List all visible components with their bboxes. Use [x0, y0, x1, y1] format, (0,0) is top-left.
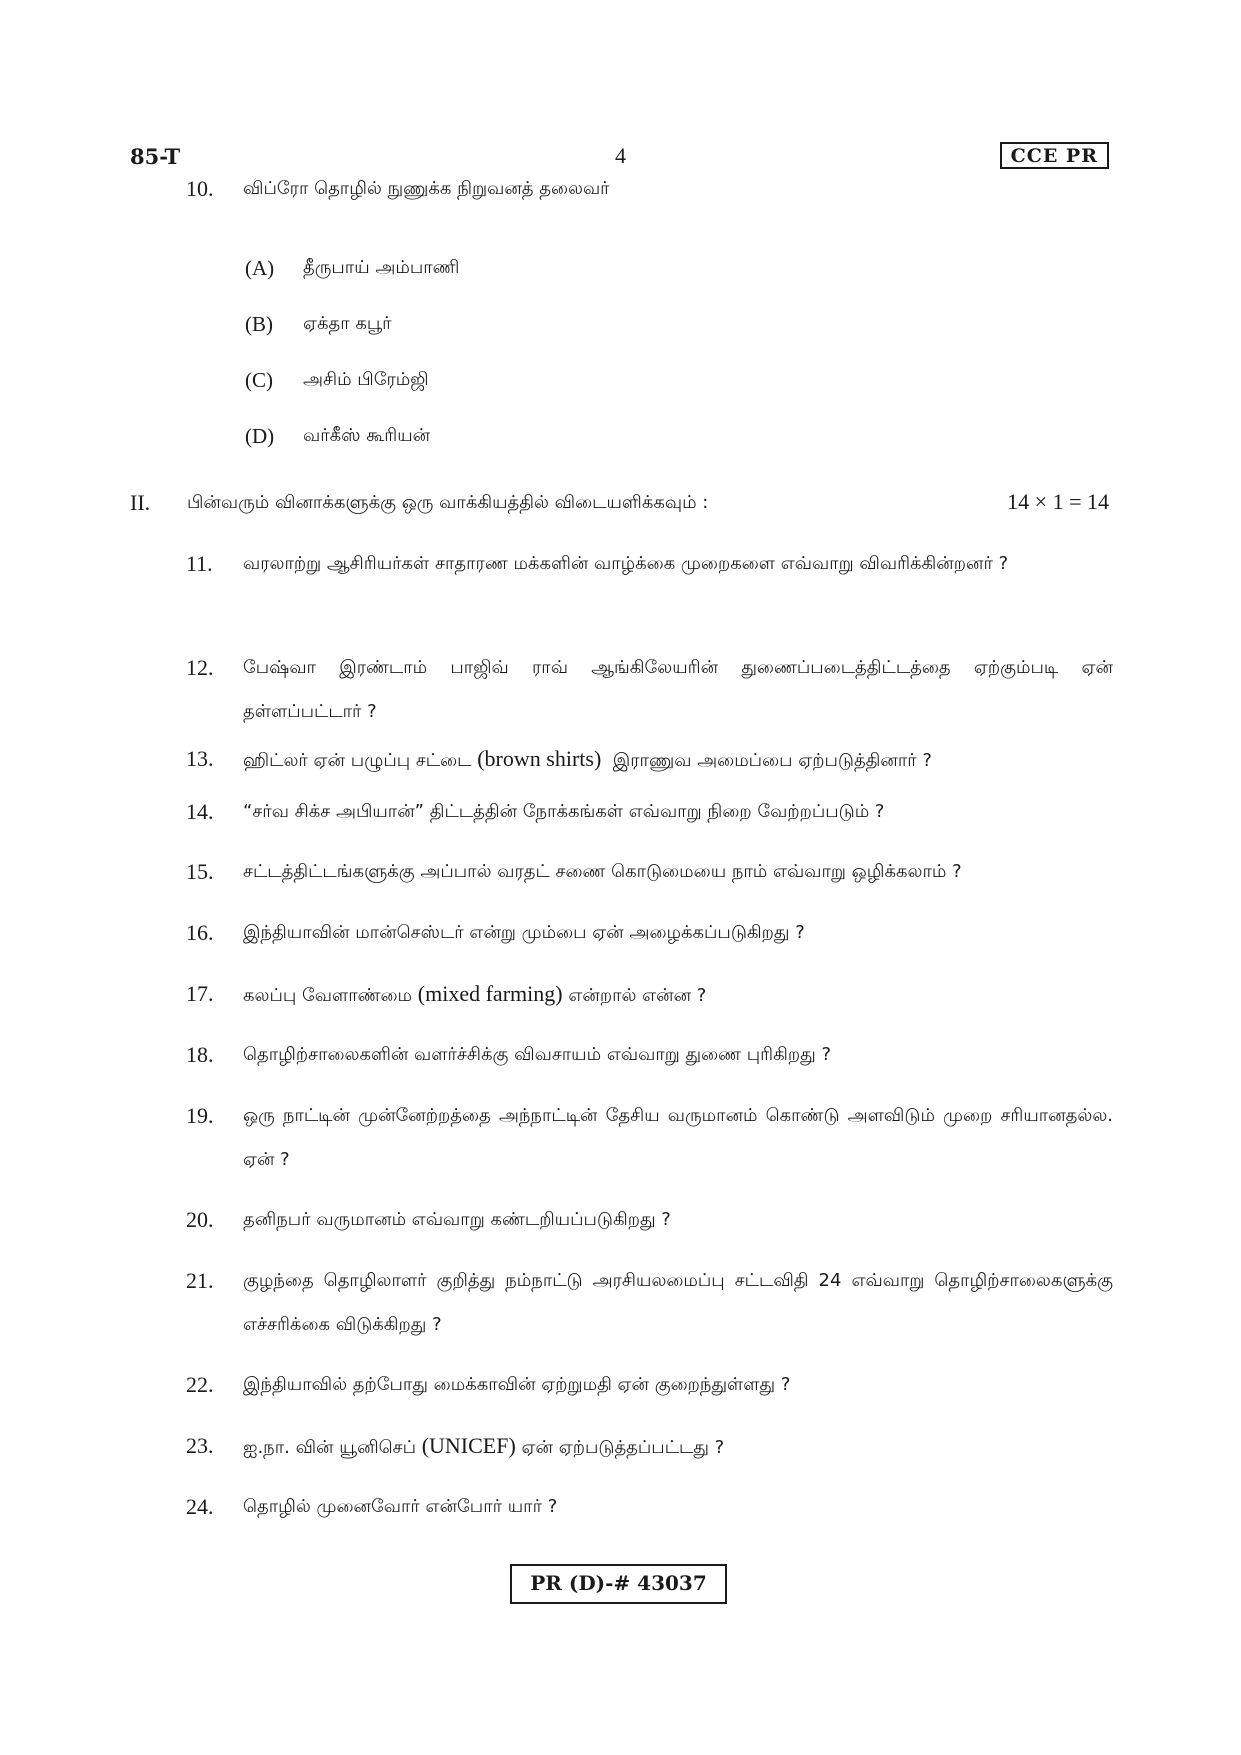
page-number: 4 — [615, 143, 626, 168]
question-number: 15. — [186, 859, 214, 884]
question-number: 16. — [186, 920, 214, 945]
question-number: 13. — [186, 746, 214, 771]
paper-code: 85-T — [130, 144, 181, 169]
option-text: ஏக்தா கபூர் — [303, 313, 392, 334]
option-text: தீருபாய் அம்பாணி — [303, 257, 460, 278]
question-number: 12. — [186, 655, 214, 680]
option-text: வர்கீஸ் கூரியன் — [303, 425, 431, 446]
question-text: ஒரு நாட்டின் முன்னேற்றத்தை அந்நாட்டின் தேசிய வருமானம் கொண்டு அளவிடும் முறை சரியானதல்ல. ஏன் ? — [243, 1105, 1113, 1170]
question-text: தொழிற்சாலைகளின் வளர்ச்சிக்கு விவசாயம் எவ்வாறு துணை புரிகிறது ? — [243, 1044, 831, 1065]
section-number: II. — [130, 490, 151, 515]
question-number: 22. — [186, 1372, 214, 1397]
question-number: 11. — [186, 551, 213, 576]
question-text: வரலாற்று ஆசிரியர்கள் சாதாரண மக்களின் வாழ்க்கை முறைகளை எவ்வாறு விவரிக்கின்றனர் ? — [243, 553, 1009, 574]
question-number: 14. — [186, 799, 214, 824]
footer-code: PR (D)-# 43037 — [510, 1564, 727, 1604]
cce-pr-label: CCE PR — [1000, 142, 1109, 169]
question-number: 21. — [186, 1268, 214, 1293]
question-number: 17. — [186, 981, 214, 1006]
option-label: (C) — [245, 368, 273, 392]
question-text: ஐ.நா. வின் யூனிசெப் (UNICEF) ஏன் ஏற்படுத்தப்பட்டது ? — [243, 1433, 725, 1458]
section-marks: 14 × 1 = 14 — [1007, 489, 1109, 514]
question-text: கலப்பு வேளாண்மை (mixed farming) என்றால் என்ன ? — [243, 981, 707, 1006]
question-text: சட்டத்திட்டங்களுக்கு அப்பால் வரதட் சணை கொடுமையை நாம் எவ்வாறு ஒழிக்கலாம் ? — [243, 861, 962, 882]
question-text: குழந்தை தொழிலாளர் குறித்து நம்நாட்டு அரசியலமைப்பு சட்டவிதி 24 எவ்வாறு தொழிற்சாலைகளுக்கு எச்சரிக்கை விடுக்கிறது ? — [243, 1270, 1113, 1335]
question-number: 23. — [186, 1433, 214, 1458]
option-label: (D) — [245, 424, 275, 448]
question-text: தொழில் முனைவோர் என்போர் யார் ? — [243, 1496, 558, 1517]
question-text: “சர்வ சிக்ச அபியான்” திட்டத்தின் நோக்கங்கள் எவ்வாறு நிறை வேற்றப்படும் ? — [243, 801, 885, 822]
question-text: பேஷ்வா இரண்டாம் பாஜிவ் ராவ் ஆங்கிலேயரின் துணைப்படைத்திட்டத்தை ஏற்கும்படி ஏன் தள்ளப்பட்டார் ? — [243, 657, 1113, 722]
question-number: 24. — [186, 1494, 214, 1519]
question-number: 18. — [186, 1042, 214, 1067]
question-number: 10. — [186, 176, 214, 201]
question-text: இந்தியாவின் மான்செஸ்டர் என்று மும்பை ஏன் அழைக்கப்படுகிறது ? — [243, 922, 805, 943]
question-text: இந்தியாவில் தற்போது மைக்காவின் ஏற்றுமதி ஏன் குறைந்துள்ளது ? — [243, 1374, 791, 1395]
question-number: 19. — [186, 1103, 214, 1128]
question-text: தனிநபர் வருமானம் எவ்வாறு கண்டறியப்படுகிறது ? — [243, 1209, 671, 1230]
question-text: ஹிட்லர் ஏன் பழுப்பு சட்டை (brown shirts) இராணுவ அமைப்பை ஏற்படுத்தினார் ? — [243, 746, 932, 771]
option-text: அசிம் பிரேம்ஜி — [303, 369, 429, 390]
option-label: (B) — [245, 312, 273, 336]
section-instruction: பின்வரும் வினாக்களுக்கு ஒரு வாக்கியத்தில் விடையளிக்கவும் : — [187, 492, 709, 513]
question-number: 20. — [186, 1207, 214, 1232]
option-label: (A) — [245, 256, 275, 280]
question-text: விப்ரோ தொழில் நுணுக்க நிறுவனத் தலைவர் — [243, 178, 610, 199]
